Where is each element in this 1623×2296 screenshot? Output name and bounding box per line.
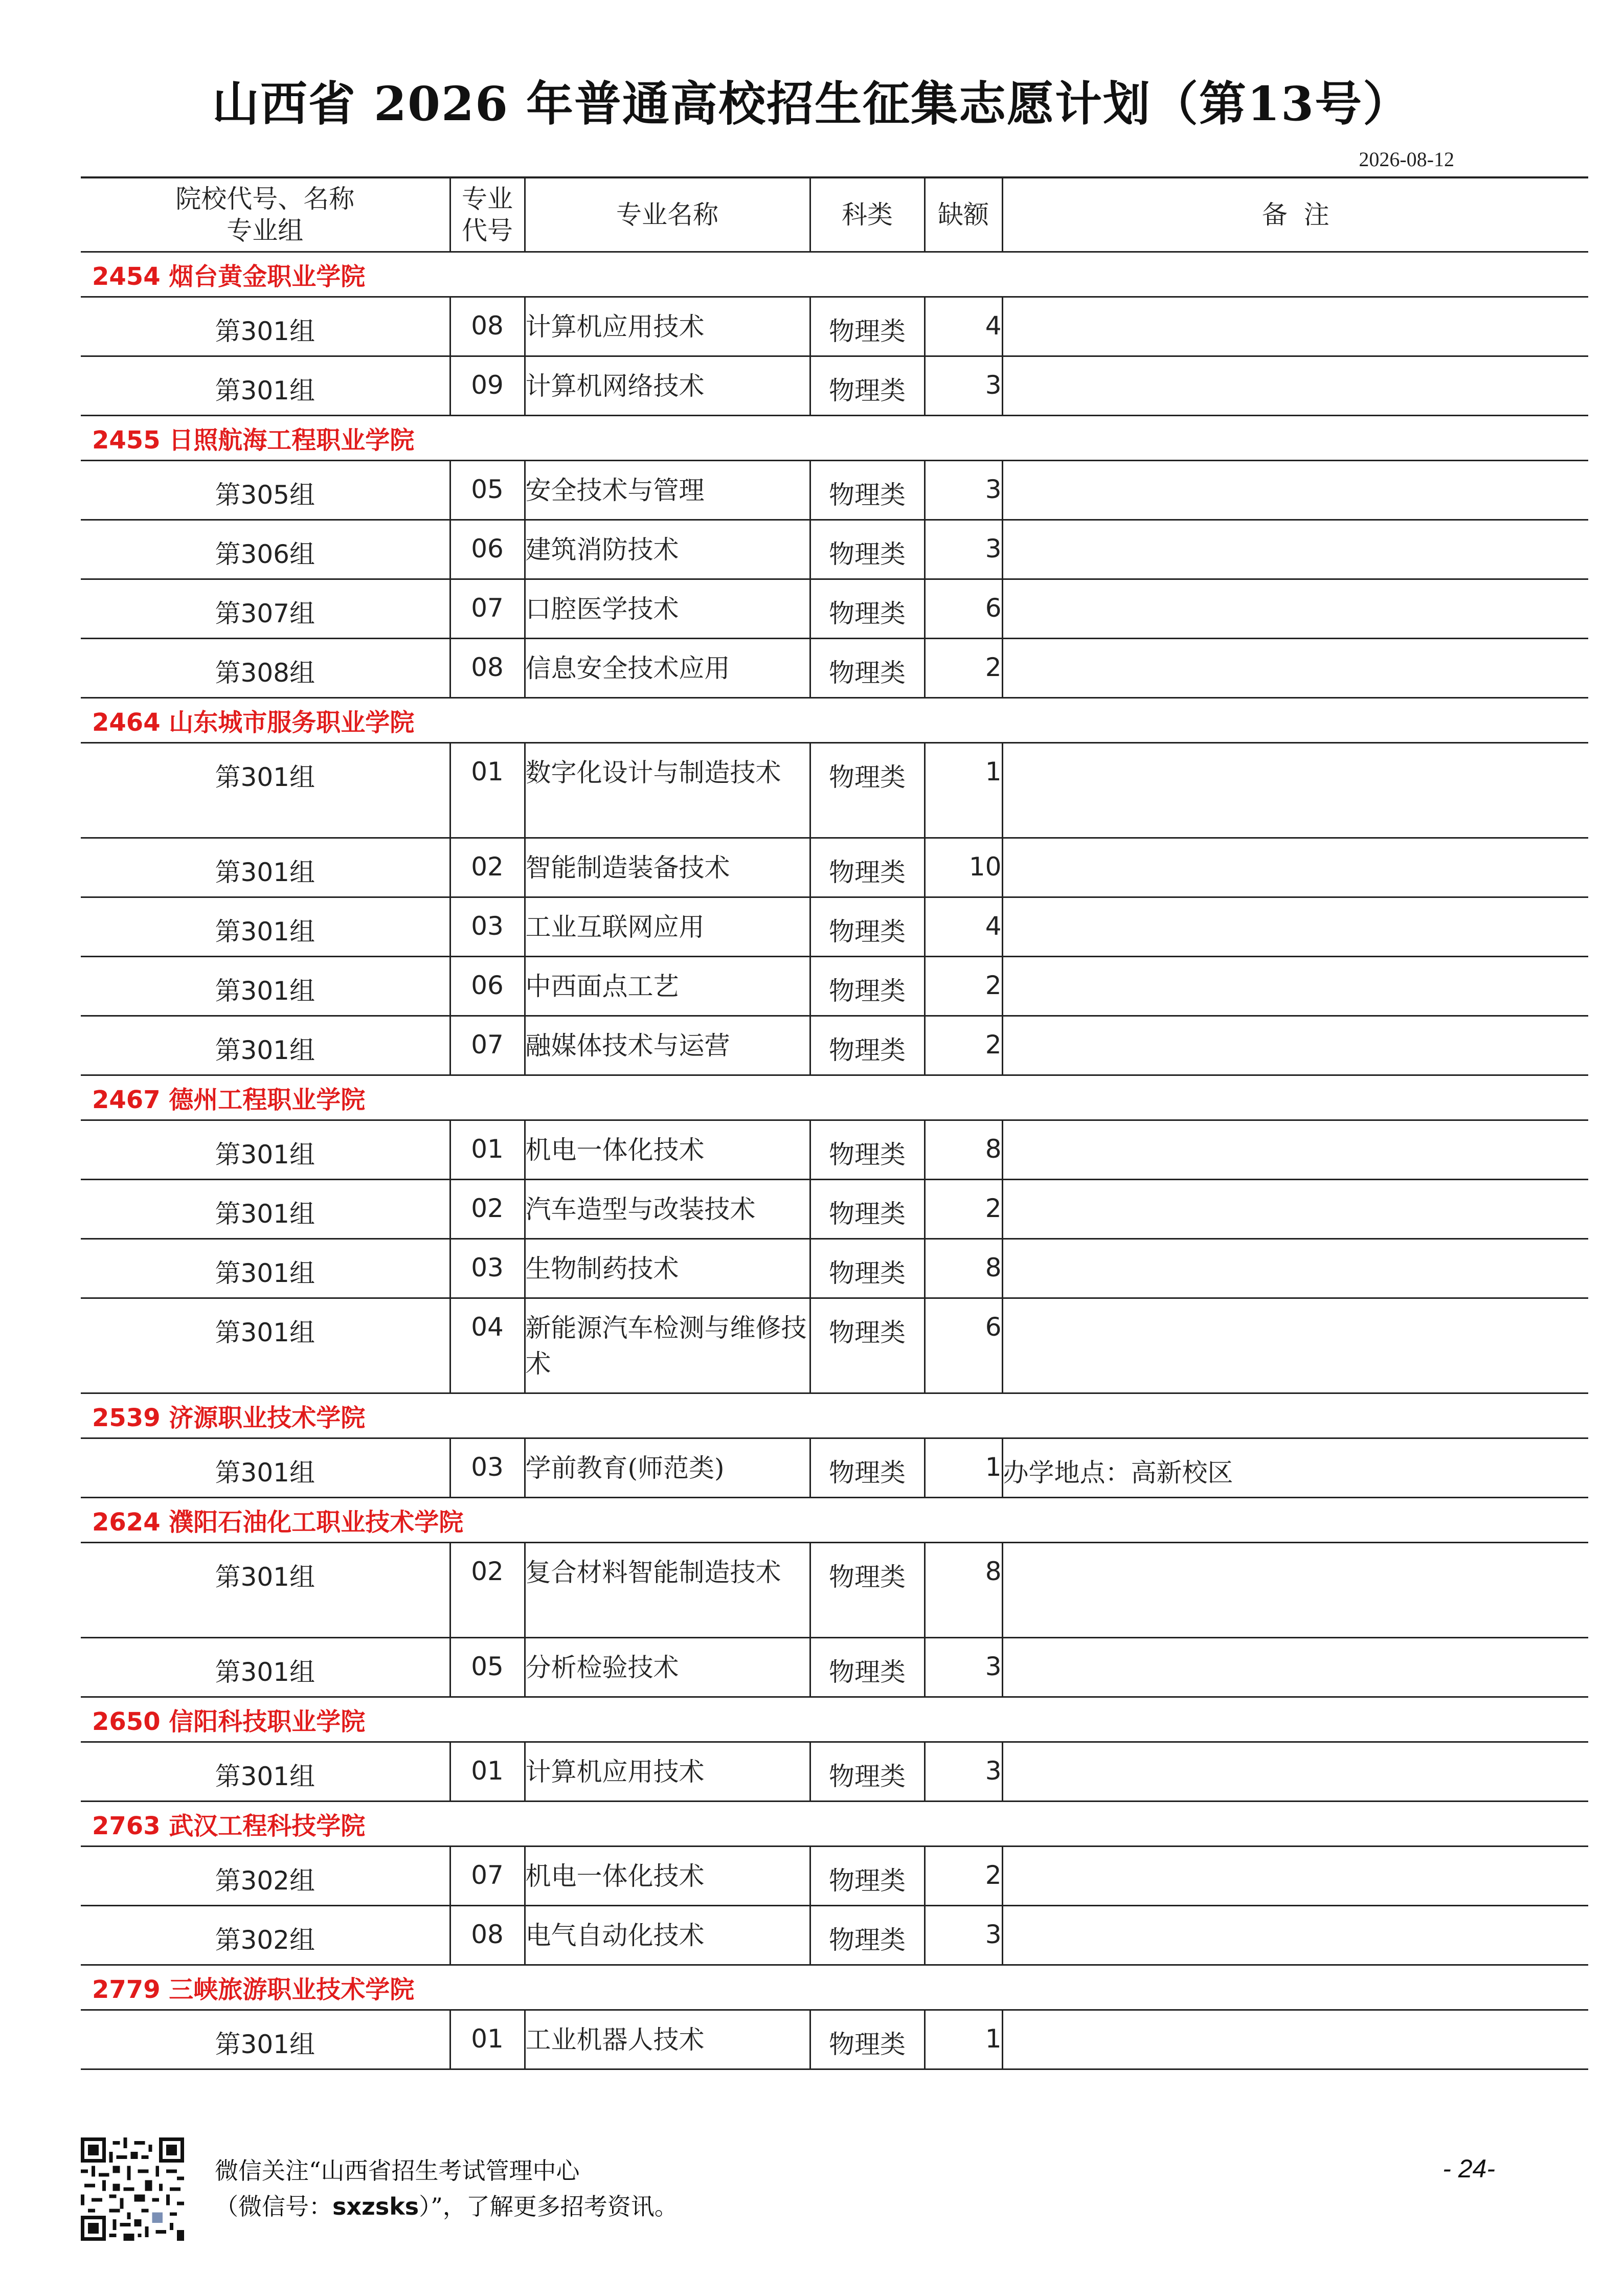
remark: [1002, 297, 1588, 356]
major-group: 第301组: [81, 1016, 450, 1075]
major-name: 机电一体化技术: [525, 1846, 810, 1905]
table-row: [81, 579, 1588, 638]
institution-row: [81, 1965, 1588, 2010]
subject-type: 物理类: [810, 2010, 925, 2069]
subject-type: 物理类: [810, 638, 925, 697]
subject-type: 物理类: [810, 742, 925, 838]
major-code: 08: [450, 297, 525, 356]
major-group: 第301组: [81, 2010, 450, 2069]
major-code: 09: [450, 356, 525, 415]
major-name: 分析检验技术: [525, 1637, 810, 1697]
subject-type: 物理类: [810, 1239, 925, 1298]
table-row: [81, 1542, 1588, 1637]
major-group: 第308组: [81, 638, 450, 697]
major-name: 汽车造型与改装技术: [525, 1179, 810, 1239]
header-school-line1: 院校代号、名称: [175, 184, 355, 214]
remark: [1002, 2010, 1588, 2069]
institution-row: [81, 415, 1588, 460]
vacancy-count: 3: [925, 356, 1002, 415]
institution-name: 2455 日照航海工程职业学院: [81, 415, 1588, 460]
vacancy-count: 8: [925, 1239, 1002, 1298]
page-title: 山西省 2026 年普通高校招生征集志愿计划（第13号）: [212, 76, 1411, 131]
remark: [1002, 1846, 1588, 1905]
header-code-line2: 代号: [462, 215, 513, 245]
major-code: 07: [450, 1846, 525, 1905]
header-note: 备 注: [1002, 177, 1588, 252]
subject-type: 物理类: [810, 838, 925, 897]
table-row: [81, 1239, 1588, 1298]
vacancy-count: 2: [925, 956, 1002, 1016]
table-header: [81, 177, 1588, 252]
table-row: [81, 1120, 1588, 1179]
page-number: - 24-: [1442, 2154, 1495, 2183]
vacancy-count: 10: [925, 838, 1002, 897]
remark: [1002, 1239, 1588, 1298]
table-row: [81, 1298, 1588, 1393]
vacancy-count: 1: [925, 2010, 1002, 2069]
major-group: 第301组: [81, 297, 450, 356]
vacancy-count: 1: [925, 742, 1002, 838]
major-name: 电气自动化技术: [525, 1905, 810, 1965]
institution-name: 2464 山东城市服务职业学院: [81, 697, 1588, 742]
major-group: 第301组: [81, 897, 450, 956]
major-group: 第301组: [81, 838, 450, 897]
table-row: [81, 520, 1588, 579]
institution-name: 2467 德州工程职业学院: [81, 1075, 1588, 1120]
major-code: 05: [450, 1637, 525, 1697]
institution-name: 2779 三峡旅游职业技术学院: [81, 1965, 1588, 2010]
vacancy-count: 4: [925, 897, 1002, 956]
subject-type: 物理类: [810, 1637, 925, 1697]
major-name: 计算机应用技术: [525, 297, 810, 356]
major-code: 01: [450, 2010, 525, 2069]
remark: [1002, 897, 1588, 956]
vacancy-count: 3: [925, 1905, 1002, 1965]
major-group: 第307组: [81, 579, 450, 638]
table-row: [81, 838, 1588, 897]
remark: [1002, 1179, 1588, 1239]
header-type: 科类: [810, 177, 925, 252]
table-row: [81, 297, 1588, 356]
major-group: 第301组: [81, 956, 450, 1016]
major-name: 工业机器人技术: [525, 2010, 810, 2069]
major-code: 03: [450, 1438, 525, 1497]
header-vacancy: 缺额: [925, 177, 1002, 252]
major-code: 07: [450, 1016, 525, 1075]
table-row: [81, 956, 1588, 1016]
major-code: 06: [450, 520, 525, 579]
major-group: 第301组: [81, 1239, 450, 1298]
wechat-id: sxzsks: [332, 2193, 419, 2220]
table-row: [81, 897, 1588, 956]
major-name: 安全技术与管理: [525, 460, 810, 520]
major-name: 生物制药技术: [525, 1239, 810, 1298]
footer-line2: [215, 2189, 678, 2224]
major-group: 第301组: [81, 1120, 450, 1179]
vacancy-count: 8: [925, 1542, 1002, 1637]
major-name: 中西面点工艺: [525, 956, 810, 1016]
subject-type: 物理类: [810, 1120, 925, 1179]
major-group: 第301组: [81, 1742, 450, 1801]
institution-row: [81, 1497, 1588, 1542]
vacancy-count: 1: [925, 1438, 1002, 1497]
major-code: 01: [450, 1742, 525, 1801]
subject-type: 物理类: [810, 1742, 925, 1801]
institution-name: 2624 濮阳石油化工职业技术学院: [81, 1497, 1588, 1542]
institution-name: 2763 武汉工程科技学院: [81, 1801, 1588, 1846]
major-name: 数字化设计与制造技术: [525, 742, 810, 838]
subject-type: 物理类: [810, 460, 925, 520]
header-code-line1: 专业: [462, 184, 513, 214]
remark: [1002, 1637, 1588, 1697]
remark: [1002, 356, 1588, 415]
vacancy-count: 2: [925, 1179, 1002, 1239]
vacancy-count: 3: [925, 1742, 1002, 1801]
institution-row: [81, 1697, 1588, 1742]
table-row: [81, 1846, 1588, 1905]
major-code: 07: [450, 579, 525, 638]
remark: [1002, 638, 1588, 697]
remark: [1002, 742, 1588, 838]
table-row: [81, 1438, 1588, 1497]
remark: [1002, 1016, 1588, 1075]
major-group: 第301组: [81, 1298, 450, 1393]
footer-line2-pre: （微信号：: [215, 2193, 332, 2220]
major-name: 计算机网络技术: [525, 356, 810, 415]
institution-row: [81, 1801, 1588, 1846]
table-row: [81, 2010, 1588, 2069]
subject-type: 物理类: [810, 1179, 925, 1239]
major-code: 02: [450, 838, 525, 897]
publish-date: 2026-08-12: [1359, 148, 1454, 171]
subject-type: 物理类: [810, 1905, 925, 1965]
major-name: 建筑消防技术: [525, 520, 810, 579]
subject-type: 物理类: [810, 1298, 925, 1393]
institution-row: [81, 252, 1588, 297]
vacancy-count: 3: [925, 520, 1002, 579]
remark: [1002, 1542, 1588, 1637]
remark: [1002, 1742, 1588, 1801]
remark: [1002, 1298, 1588, 1393]
vacancy-count: 2: [925, 1016, 1002, 1075]
major-code: 05: [450, 460, 525, 520]
table-row: [81, 356, 1588, 415]
table-row: [81, 460, 1588, 520]
major-name: 复合材料智能制造技术: [525, 1542, 810, 1637]
table-row: [81, 1742, 1588, 1801]
enrollment-plan-table: [81, 176, 1588, 2070]
subject-type: 物理类: [810, 297, 925, 356]
vacancy-count: 3: [925, 1637, 1002, 1697]
header-school-line2: 专业组: [227, 215, 304, 245]
table-row: [81, 1905, 1588, 1965]
institution-name: 2454 烟台黄金职业学院: [81, 252, 1588, 297]
major-name: 工业互联网应用: [525, 897, 810, 956]
institution-name: 2539 济源职业技术学院: [81, 1393, 1588, 1438]
remark: [1002, 460, 1588, 520]
institution-row: [81, 1075, 1588, 1120]
footer-text: [215, 2153, 678, 2224]
major-group: 第301组: [81, 742, 450, 838]
vacancy-count: 2: [925, 1846, 1002, 1905]
subject-type: 物理类: [810, 1438, 925, 1497]
remark: [1002, 520, 1588, 579]
major-code: 02: [450, 1542, 525, 1637]
header-major: 专业名称: [525, 177, 810, 252]
table-body: [81, 252, 1588, 2069]
remark: [1002, 579, 1588, 638]
header-code: [450, 177, 525, 252]
vacancy-count: 2: [925, 638, 1002, 697]
major-code: 03: [450, 897, 525, 956]
institution-row: [81, 697, 1588, 742]
major-name: 新能源汽车检测与维修技术: [525, 1298, 810, 1393]
subject-type: 物理类: [810, 1846, 925, 1905]
footer-line1: 微信关注“山西省招生考试管理中心: [215, 2157, 580, 2185]
vacancy-count: 8: [925, 1120, 1002, 1179]
table-row: [81, 638, 1588, 697]
major-code: 02: [450, 1179, 525, 1239]
subject-type: 物理类: [810, 956, 925, 1016]
subject-type: 物理类: [810, 897, 925, 956]
table-row: [81, 1179, 1588, 1239]
major-group: 第305组: [81, 460, 450, 520]
major-group: 第306组: [81, 520, 450, 579]
header-school: [81, 177, 450, 252]
subject-type: 物理类: [810, 520, 925, 579]
subject-type: 物理类: [810, 1016, 925, 1075]
subject-type: 物理类: [810, 356, 925, 415]
subject-type: 物理类: [810, 1542, 925, 1637]
subject-type: 物理类: [810, 579, 925, 638]
major-group: 第301组: [81, 356, 450, 415]
vacancy-count: 4: [925, 297, 1002, 356]
vacancy-count: 6: [925, 1298, 1002, 1393]
institution-name: 2650 信阳科技职业学院: [81, 1697, 1588, 1742]
major-name: 口腔医学技术: [525, 579, 810, 638]
major-name: 机电一体化技术: [525, 1120, 810, 1179]
major-code: 03: [450, 1239, 525, 1298]
table-row: [81, 1016, 1588, 1075]
major-code: 08: [450, 638, 525, 697]
major-group: 第302组: [81, 1846, 450, 1905]
remark: [1002, 956, 1588, 1016]
major-group: 第302组: [81, 1905, 450, 1965]
vacancy-count: 3: [925, 460, 1002, 520]
major-code: 01: [450, 742, 525, 838]
major-name: 信息安全技术应用: [525, 638, 810, 697]
qr-code-icon: [81, 2137, 184, 2241]
table-row: [81, 1637, 1588, 1697]
major-code: 06: [450, 956, 525, 1016]
major-name: 计算机应用技术: [525, 1742, 810, 1801]
major-name: 智能制造装备技术: [525, 838, 810, 897]
major-code: 04: [450, 1298, 525, 1393]
remark: 办学地点：高新校区: [1002, 1438, 1588, 1497]
major-name: 学前教育(师范类): [525, 1438, 810, 1497]
major-code: 08: [450, 1905, 525, 1965]
major-name: 融媒体技术与运营: [525, 1016, 810, 1075]
major-group: 第301组: [81, 1179, 450, 1239]
major-group: 第301组: [81, 1438, 450, 1497]
major-code: 01: [450, 1120, 525, 1179]
vacancy-count: 6: [925, 579, 1002, 638]
major-group: 第301组: [81, 1542, 450, 1637]
major-group: 第301组: [81, 1637, 450, 1697]
remark: [1002, 838, 1588, 897]
remark: [1002, 1905, 1588, 1965]
table-row: [81, 742, 1588, 838]
institution-row: [81, 1393, 1588, 1438]
remark: [1002, 1120, 1588, 1179]
footer-line2-post: ）”，了解更多招考资讯。: [419, 2193, 678, 2220]
